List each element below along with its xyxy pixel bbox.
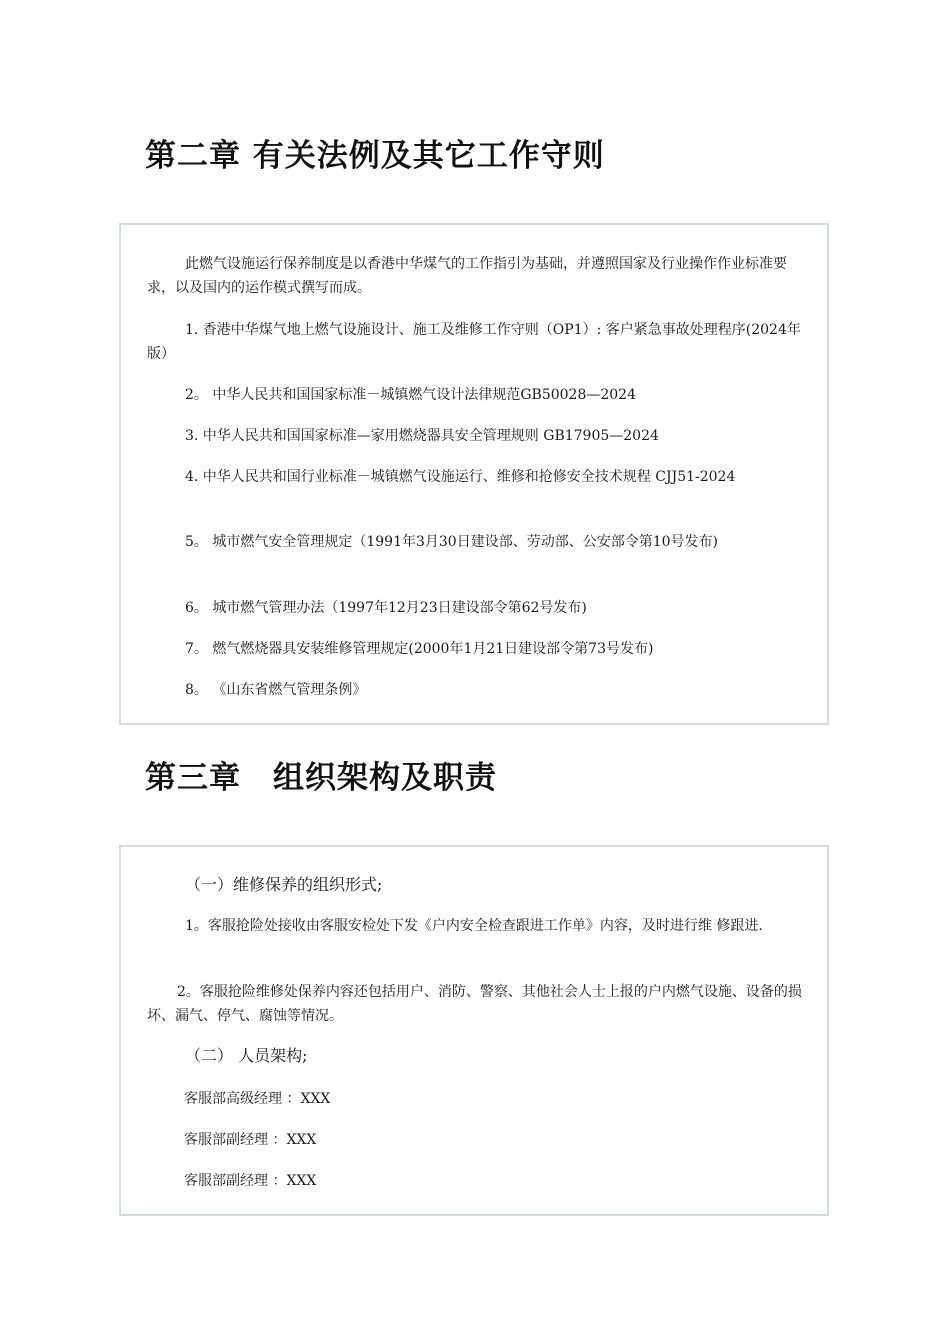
section-2-heading: （二） 人员架构; [185,1046,308,1065]
regulation-item: 1. 香港中华煤气地上燃气设施设计、施工及维修工作守则（OP1）: 客户紧急事故处理程序(2024年版） [147,322,801,362]
section-1-heading: （一）维修保养的组织形式; [185,875,383,894]
chapter-2-content-box [119,223,829,725]
staff-entry: 客服部副经理 ：XXX [184,1132,317,1148]
staff-entry: 客服部副经理 ：XXX [184,1173,317,1189]
staff-entry: 客服部高级经理 ：XXX [184,1091,331,1107]
organization-item: 1。客服抢险处接收由客服安检处下发《户内安全检查跟进工作单》内容，及时进行维 修跟进. [185,918,763,934]
regulation-item: 3. 中华人民共和国国家标准—家用燃烧器具安全管理规则 GB17905—2024 [185,428,659,444]
chapter-2-title: 第二章 有关法例及其它工作守则 [145,138,605,174]
chapter-3-title: 第三章 组织架构及职责 [145,760,497,796]
regulation-item: 4. 中华人民共和国行业标准－城镇燃气设施运行、维修和抢修安全技术规程 CJJ51-2024 [185,469,736,485]
regulation-item: 7。 燃气燃烧器具安装维修管理规定(2000年1月21日建设部令第73号发布) [185,641,654,657]
regulation-item: 2。 中华人民共和国国家标准－城镇燃气设计法律规范GB50028—2024 [185,387,636,403]
regulation-item: 8。 《山东省燃气管理条例》 [185,682,367,698]
regulation-item: 6。 城市燃气管理办法（1997年12月23日建设部令第62号发布) [185,600,587,616]
chapter-2-intro: 此燃气设施运行保养制度是以香港中华煤气的工作指引为基础，并遵照国家及行业操作作业标准要求，以及国内的运作模式撰写而成。 [147,256,787,296]
regulation-item: 5。 城市燃气安全管理规定（1991年3月30日建设部、劳动部、公安部令第10号发布) [185,534,718,550]
chapter-3-content-box [119,845,829,1216]
organization-item: 2。客服抢险维修处保养内容还包括用户、消防、警察、其他社会人士上报的户内燃气设施、设备的损坏、漏气、停气、腐蚀等情况。 [147,984,802,1024]
